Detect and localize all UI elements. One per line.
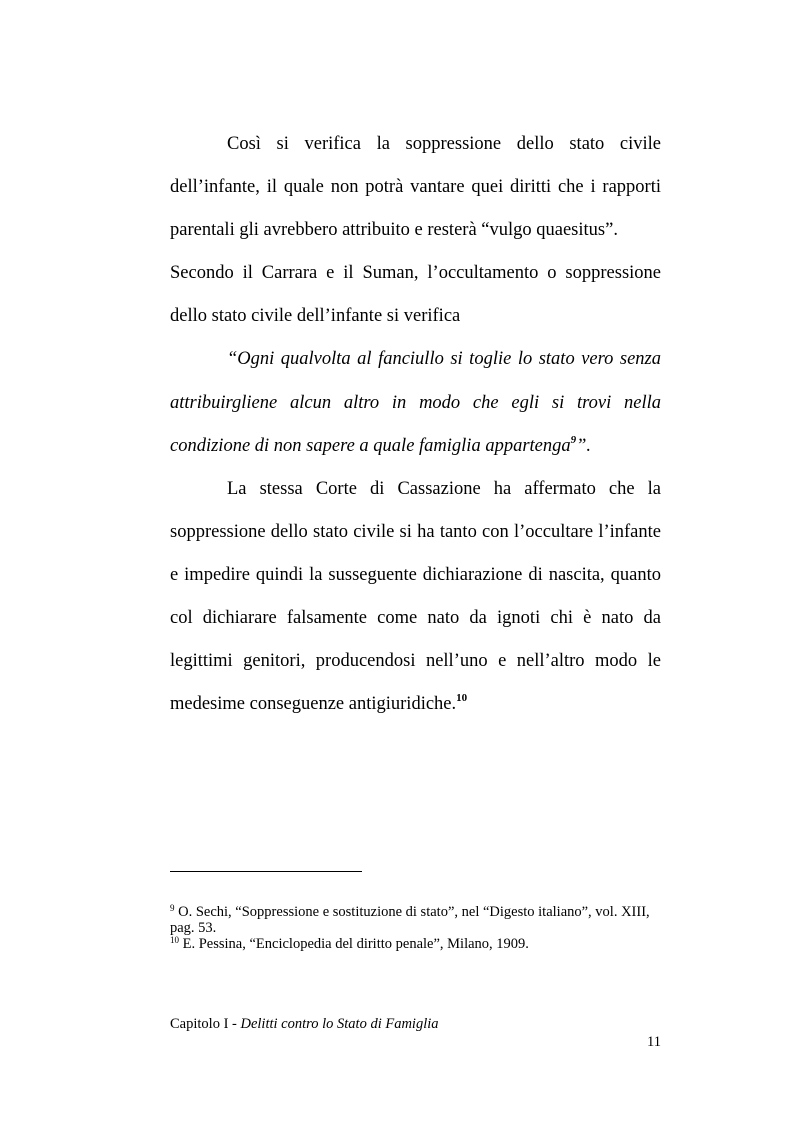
paragraph-2-line-1: Secondo il Carrara e il Suman, l’occultamento o soppressione [170,263,661,283]
footer-chapter: Capitolo I - [170,1016,241,1032]
footnote-9-number: 9 [170,903,175,913]
paragraph-3-line-6-text: medesime conseguenze antigiuridiche. [170,694,457,714]
footnote-9-line-1 [170,904,661,920]
quote-line-3-end: ”. [576,436,592,456]
paragraph-2-line-2: dello stato civile dell’infante si verifica [170,306,461,326]
paragraph-3-line-5: legittimi genitori, producendosi nell’uno e nell’altro modo le [170,651,661,671]
paragraph-1-line-1: Così si verifica la soppressione dello stato civile [227,134,661,154]
footnote-separator [170,871,362,872]
quote-line-2: attribuirgliene alcun altro in modo che egli si trovi nella [170,393,661,413]
paragraph-3-line-4: col dichiarare falsamente come nato da ignoti chi è nato da [170,608,661,628]
footnote-9-line-2: pag. 53. [170,920,217,936]
paragraph-3-line-6 [170,693,661,715]
paragraph-3-line-3: e impedire quindi la susseguente dichiarazione di nascita, quanto [170,565,661,585]
footnote-10-line-1 [170,936,661,952]
footnote-9-text: O. Sechi, “Soppressione e sostituzione di stato”, nel “Digesto italiano”, vol. XIII, [178,904,650,920]
footnote-10-number: 10 [170,935,179,945]
page-number: 11 [647,1034,661,1050]
running-footer [170,1015,439,1033]
footnote-ref-9[interactable]: 9 [570,434,577,446]
quote-line-1: “Ogni qualvolta al fanciullo si toglie lo stato vero senza [227,349,661,369]
paragraph-1-line-2: dell’infante, il quale non potrà vantare quei diritti che i rapporti [170,177,661,197]
paragraph-3-line-2: soppressione dello stato civile si ha tanto con l’occultare l’infante [170,522,661,542]
quote-line-3-text: condizione di non sapere a quale famiglia appartenga [170,436,571,456]
footnote-10-text: E. Pessina, “Enciclopedia del diritto penale”, Milano, 1909. [182,936,529,952]
quote-line-3 [170,435,661,457]
footer-chapter-title: Delitti contro lo Stato di Famiglia [240,1016,439,1032]
paragraph-3-line-1: La stessa Corte di Cassazione ha affermato che la [227,479,661,499]
footnote-ref-10[interactable]: 10 [456,692,468,704]
paragraph-1-line-3: parentali gli avrebbero attribuito e resterà “vulgo quaesitus”. [170,220,618,240]
